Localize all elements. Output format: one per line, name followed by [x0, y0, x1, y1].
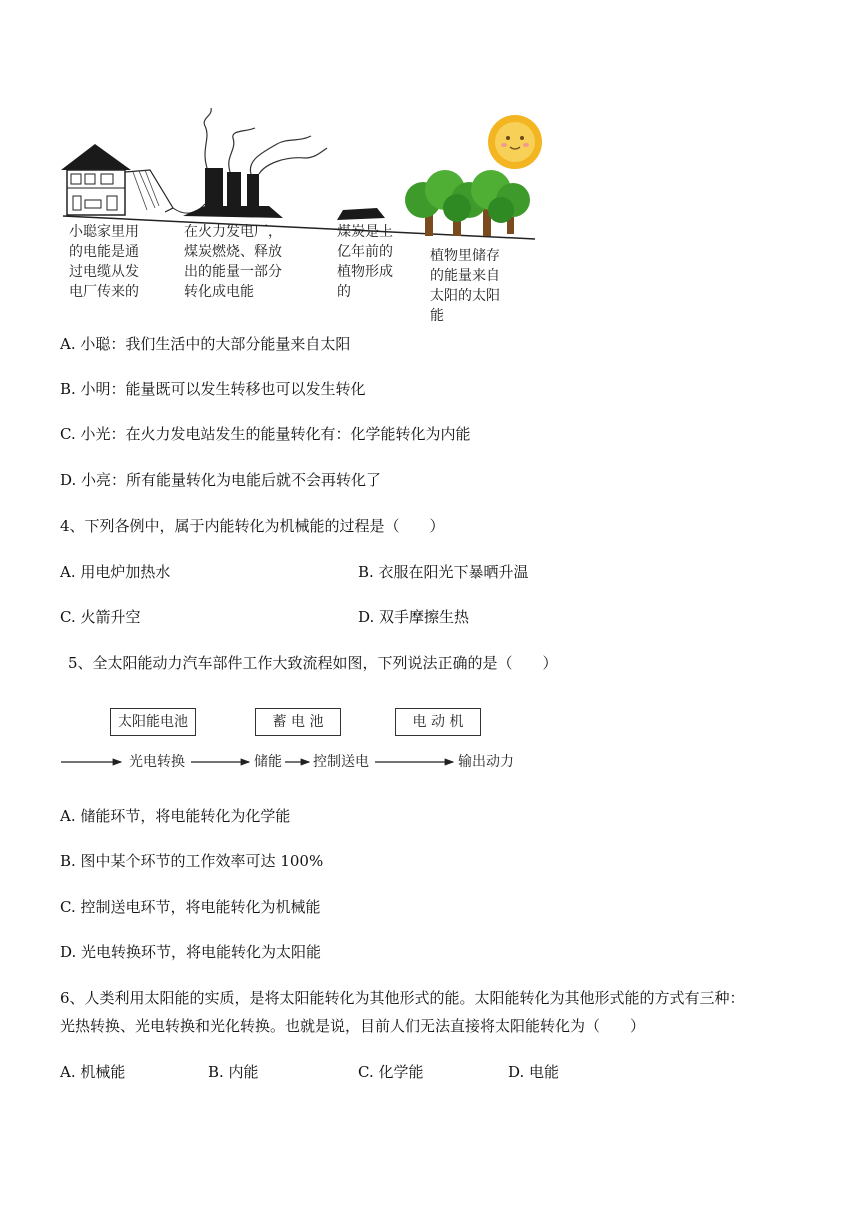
q4-option-d: D. 双手摩擦生热	[358, 608, 470, 626]
caption-line: 的电能是通	[69, 244, 139, 260]
coal-icon	[337, 208, 385, 220]
caption-line: 煤炭燃烧、释放	[184, 244, 282, 260]
sun-icon	[488, 115, 542, 169]
flow-box-solar-cell: 太阳能电池	[110, 708, 196, 736]
caption-coal	[337, 222, 393, 302]
q3-option-d: D. 小亮：所有能量转化为电能后就不会再转化了	[60, 471, 382, 489]
q6-stem-line1: 6、人类利用太阳能的实质，是将太阳能转化为其他形式的能。太阳能转化为其他形式能的方式有三种：	[60, 989, 745, 1007]
q6-option-c: C. 化学能	[358, 1063, 424, 1081]
caption-line: 转化成电能	[184, 284, 254, 300]
q6-option-d: D. 电能	[508, 1063, 560, 1081]
flow-step-storage: 储能	[254, 754, 282, 770]
flow-box-battery: 蓄 电 池	[255, 708, 341, 736]
caption-home	[69, 222, 139, 302]
caption-line: 出的能量一部分	[184, 264, 282, 280]
flow-step-output: 输出动力	[458, 754, 514, 770]
q4-option-b: B. 衣服在阳光下暴晒升温	[358, 563, 529, 581]
caption-line: 植物里储存	[430, 248, 500, 264]
power-plant-icon	[183, 108, 327, 218]
q3-option-b: B. 小明：能量既可以发生转移也可以发生转化	[60, 380, 366, 398]
caption-line: 煤炭是上	[337, 224, 393, 240]
caption-line: 亿年前的	[337, 244, 393, 260]
q5-stem: 5、全太阳能动力汽车部件工作大致流程如图，下列说法正确的是（ ）	[68, 654, 558, 672]
trees-icon	[405, 170, 530, 236]
house-icon	[61, 144, 173, 215]
q5-option-b: B. 图中某个环节的工作效率可达 100%	[60, 852, 324, 870]
caption-line: 太阳的太阳	[430, 288, 500, 304]
q6-option-b: B. 内能	[208, 1063, 259, 1081]
q5-option-c: C. 控制送电环节，将电能转化为机械能	[60, 898, 321, 916]
q4-stem: 4、下列各例中，属于内能转化为机械能的过程是（ ）	[60, 517, 445, 535]
q6-stem-line2: 光热转换、光电转换和光化转换。也就是说，目前人们无法直接将太阳能转化为（ ）	[60, 1017, 646, 1035]
caption-line: 小聪家里用	[69, 224, 139, 240]
caption-line: 过电缆从发	[69, 264, 139, 280]
flow-step-photoelectric: 光电转换	[129, 754, 185, 770]
flow-diagram	[55, 700, 535, 780]
caption-line: 在火力发电厂，	[184, 224, 282, 240]
caption-line: 电厂传来的	[69, 284, 139, 300]
energy-chain-figure	[55, 108, 555, 338]
caption-power-plant	[184, 222, 282, 302]
caption-line: 的	[337, 284, 351, 300]
q4-option-c: C. 火箭升空	[60, 608, 141, 626]
caption-line: 能	[430, 308, 444, 324]
q5-option-a: A. 储能环节，将电能转化为化学能	[60, 807, 291, 825]
caption-line: 的能量来自	[430, 268, 500, 284]
caption-line: 植物形成	[337, 264, 393, 280]
q4-option-a: A. 用电炉加热水	[60, 563, 171, 581]
caption-plants	[430, 246, 500, 326]
flow-box-motor: 电 动 机	[395, 708, 481, 736]
flow-step-control: 控制送电	[313, 754, 369, 770]
q5-option-d: D. 光电转换环节，将电能转化为太阳能	[60, 943, 322, 961]
q6-option-a: A. 机械能	[60, 1063, 126, 1081]
q3-option-c: C. 小光：在火力发电站发生的能量转化有：化学能转化为内能	[60, 425, 471, 443]
q3-option-a: A. 小聪：我们生活中的大部分能量来自太阳	[60, 335, 351, 353]
